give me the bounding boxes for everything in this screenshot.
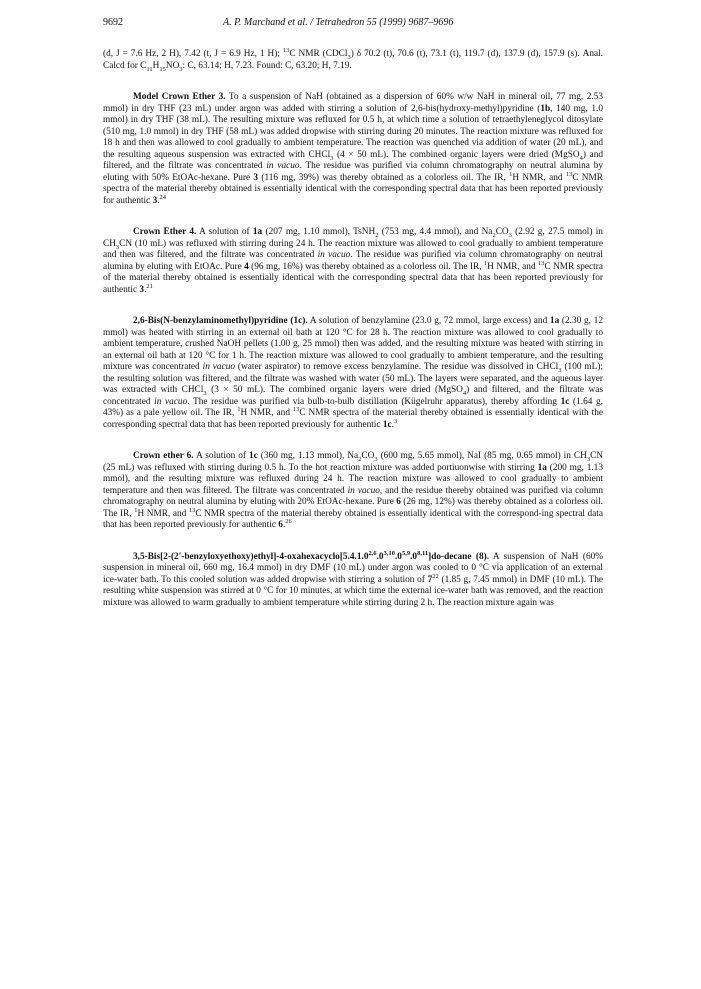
article-body: [103, 46, 604, 609]
page-number: 9692: [103, 17, 123, 28]
procedure-heading: 2,6-Bis(N-benzylaminomethyl)pyridine (1c).: [133, 316, 308, 326]
procedure-heading: 3,5-Bis[2-(2'-benzyloxyethoxy)ethyl]-4-oxahexacyclo[5.4.1.0$^{2,6}$.0$^{3,10}$.0$^{5,9}$.0$^{8,11}$]do-decane (8).: [133, 549, 490, 562]
procedure-heading: Crown ether 6.: [133, 451, 194, 461]
procedure-compound-1c: 2,6-Bis(N-benzylaminomethyl)pyridine (1c). A solution of benzylamine (23.0 g, 72 mmol, large excess) and 1a (2.30 g, 12 mmol) was heated with stirring in an external oil bath at 120 °C for 28 h. The reaction mixture was allowed to cool gradually to ambient temperature, crushed NaOH pellets (1.00 g, 25 mmol) then was added, and the resulting mixture was heated with stirring in an external oil bath at 120 °C for 1 h. The reaction mixture was allowed to cool gradually to ambient temperature, and the resulting mixture was concentrated in vacuo (water aspirator) to remove excess benzylamine. The residue was dissolved in CHCl$_3$ (100 mL); the resulting solution was filtered, and the filtrate was washed with water (50 mL). The layers were separated, and the aqueous layer was extracted with CHCl$_3$ (3 × 50 mL). The combined organic layers were dried (MgSO$_4$) and filtered, and the filtrate was concentrated in vacuo. The residue was purified via bulb-to-bulb distillation (Kügelruhr apparatus), thereby affording 1c (1.64 g, 43%) as a pale yellow oil. The IR, $^1$H NMR, and $^{13}$C NMR spectra of the material thereby obtained is essentially identical with the corresponding spectral data that has been reported previously for authentic 1c.$^3$: [103, 316, 604, 430]
procedure-crown-ether-6: Crown ether 6. A solution of 1c (360 mg, 1.13 mmol), $Na_2CO_3$ (600 mg, 5.65 mmol), NaI (85 mg, 0.65 mmol) in $CH_3CN$ (25 mL) was refluxed with stirring during 0.5 h. To the hot reaction mixture was added portiuonwise with stirring 1a (200 mg, 1.13 mmol), and the resulting mixture was refluxed during 24 h. The reaction mixture was allowed to cool gradually to ambient temperature and then was filtered. The filtrate was concentrated in vacuo, and the residue thereby obtained was purified via column chromatography on neutral alumina by eluting with 20% EtOAc-hexane. Pure 6 (26 mg, 12%) was thereby obtained as a colorless oil. The IR, $^1$H NMR, and $^{13}$C NMR spectra of the material thereby obtained is essentially identical with the correspond-ing spectral data that has been reported previously for authentic 6.26: [103, 451, 604, 530]
procedure-crown-ether-4: Crown Ether 4. A solution of 1a (207 mg, 1.10 mmol), TsNH$_2$ (753 mg, 4.4 mmol), and $Na_2CO_3$ (2.92 g, 27.5 mmol) in $CH_3CN$ (10 mL) was refluxed with stirring during 24 h. The reaction mixture was allowed to cool gradually to ambient temperature and then was filtered, and the filtrate was concentrated in vacuo. The residue was purified via column chromatography on neutral alumina by eluting with EtOAc. Pure 4 (96 mg, 16%) was thereby obtained as a colorless oil. The IR, $^1$H NMR, and $^{13}$C NMR spectra of the material thereby obtained is essentially identical with the corresponding spectral data that has been reported previously for authentic 3.21: [103, 227, 603, 295]
continued-paragraph: (d, J = 7.6 Hz, 2 H), 7.42 (t, J = 6.9 Hz, 1 H); $^{13}$C NMR (CDCl$_3$) δ 70.2 (t), 70.6 (t), 73.1 (t), 119.7 (d), 137.9 (d), 157.9 (s). Anal. Calcd for $C_{11}H_{15}NO_3$: C, 63.14; H, 7.23. Found: C, 63.20; H, 7.19.: [103, 46, 604, 73]
running-head: A. P. Marchand et al. / Tetrahedron 55 (1999) 9687–9696: [223, 17, 454, 28]
procedure-model-crown-ether-3: Model Crown Ether 3. To a suspension of NaH (obtained as a dispersion of 60% w/w NaH in mineral oil, 77 mg, 2.53 mmol) in dry THF (23 mL) under argon was added with stirring a solution of 2,6-bis(hydroxy-methyl)pyridine (1b, 140 mg, 1.0 mmol) in dry THF (38 mL). The resulting mixture was refluxed for 0.5 h, at which time a solution of tetraethyleneglycol ditosylate (510 mg, 1.0 mmol) in dry THF (58 mL) was added dropwise with stirring during 20 minutes. The reaction mixture was refluxed for 18 h and then was allowed to cool gradually to ambient temperature. The reaction was quenched via addition of water (20 mL), and the resulting aqueous suspension was extracted with CHCl$_3$ (4 × 50 mL). The combined organic layers were dried (MgSO$_4$) and filtered, and the filtrate was concentrated in vacuo. The residue was purified via column chromatography on neutral alumina by eluting with 50% EtOAc-hexane. Pure 3 (116 mg, 39%) was thereby obtained as a colorless oil. The IR, $^1$H NMR, and $^{13}$C NMR spectra of the material thereby obtained is essentially identical with the corresponding spectral data that has been reported previously for authentic 3.24: [103, 92, 604, 206]
procedure-heading: Model Crown Ether 3.: [133, 92, 226, 102]
procedure-heading: Crown Ether 4.: [133, 227, 197, 237]
page-header: [103, 17, 603, 31]
procedure-compound-8: 3,5-Bis[2-(2'-benzyloxyethoxy)ethyl]-4-oxahexacyclo[5.4.1.0$^{2,6}$.0$^{3,10}$.0$^{5,9}$.0$^{8,11}$]do-decane (8). A suspension of NaH (60% suspension in mineral oil, 660 mg, 16.4 mmol) in dry DMF (10 mL) under argon was cooled to 0 °C via application of an external ice-water bath. To this cooled solution was added dropwise with stirring a solution of $7^{22}$ (1.85 g, 7.45 mmol) in DMF (10 mL). The resulting white suspension was stirred at 0 °C for 10 minutes, at which time the external ice-water bath was removed, and the reaction mixture was allowed to warm gradually to ambient temperature while stirring during 2 h. The reaction mixture again was: [103, 549, 603, 608]
